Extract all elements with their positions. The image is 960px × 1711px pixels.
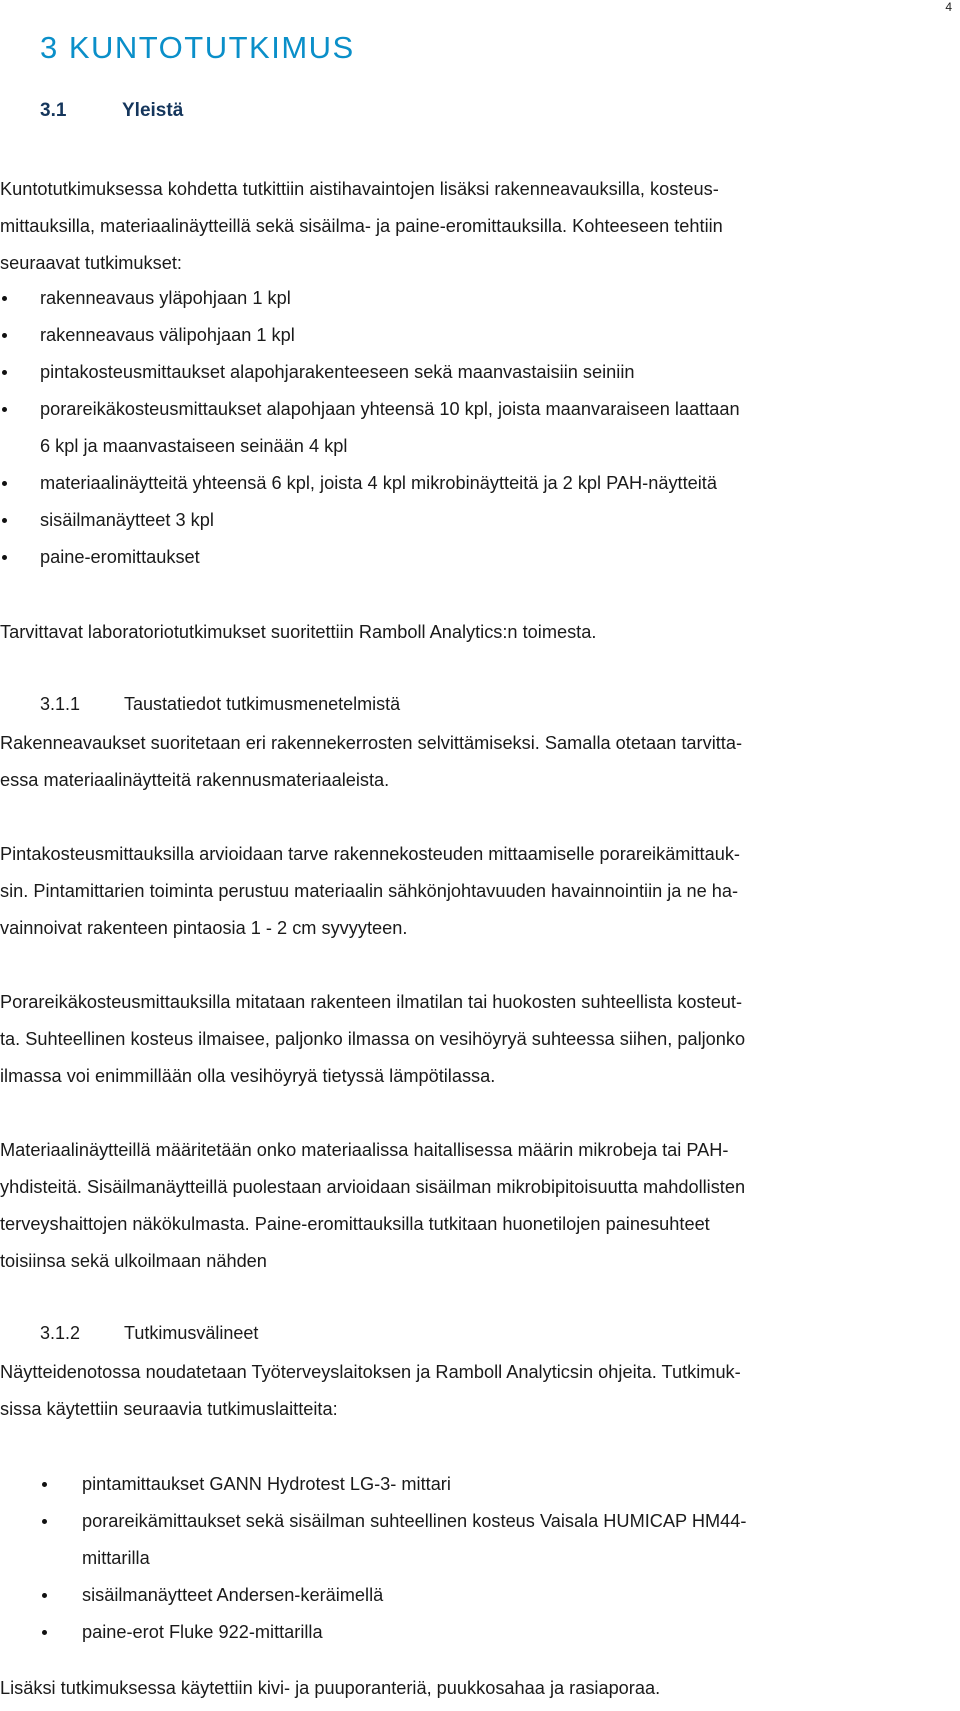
studies-list bbox=[0, 280, 740, 576]
text-line: ilmassa voi enimmillään olla vesihöyryä tietyssä lämpötilassa. bbox=[0, 1066, 496, 1086]
list-item bbox=[0, 1503, 746, 1577]
text-line: mittarilla bbox=[82, 1548, 150, 1568]
text-line: sissa käytettiin seuraavia tutkimuslaitteita: bbox=[0, 1399, 338, 1419]
page-number: 4 bbox=[945, 0, 952, 14]
list-item: paine-eromittaukset bbox=[0, 539, 740, 576]
section-title: Yleistä bbox=[122, 100, 184, 121]
text-line: seuraavat tutkimukset: bbox=[0, 253, 182, 273]
list-item: pintakosteusmittaukset alapohjarakenteeseen sekä maanvastaisiin seiniin bbox=[0, 354, 740, 391]
intro-paragraph bbox=[0, 171, 960, 282]
paragraph-naytteidenotto bbox=[0, 1354, 960, 1428]
text-line: toisiinsa sekä ulkoilmaan nähden bbox=[0, 1251, 267, 1271]
text-line: yhdisteitä. Sisäilmanäytteillä puolestaan arvioidaan sisäilman mikrobipitoisuutta mahdollisten bbox=[0, 1177, 746, 1197]
list-item: paine-erot Fluke 922-mittarilla bbox=[0, 1614, 746, 1651]
list-item: rakenneavaus yläpohjaan 1 kpl bbox=[0, 280, 740, 317]
paragraph-pintakosteus bbox=[0, 836, 960, 947]
text-line: terveyshaittojen näkökulmasta. Paine-eromittauksilla tutkitaan huonetilojen painesuhteet bbox=[0, 1214, 710, 1234]
section-number: 3.1 bbox=[40, 100, 67, 121]
list-item bbox=[0, 391, 740, 465]
chapter-title: 3 KUNTOTUTKIMUS bbox=[40, 30, 355, 65]
text-line: Rakenneavaukset suoritetaan eri rakennekerrosten selvittämiseksi. Samalla otetaan tarvitta- bbox=[0, 733, 743, 753]
text-line: sin. Pintamittarien toiminta perustuu materiaalin sähkönjohtavuuden havainnointiin ja ne ha- bbox=[0, 881, 739, 901]
paragraph-materiaalinaytteet bbox=[0, 1132, 960, 1280]
text-line: Pintakosteusmittauksilla arvioidaan tarve rakennekosteuden mittaamiselle porareikämittauk- bbox=[0, 844, 740, 864]
text-line: Näytteidenotossa noudatetaan Työterveyslaitoksen ja Ramboll Analyticsin ohjeita. Tutkimuk- bbox=[0, 1362, 741, 1382]
text-line: 6 kpl ja maanvastaiseen seinään 4 kpl bbox=[40, 436, 348, 456]
list-item: pintamittaukset GANN Hydrotest LG-3- mittari bbox=[0, 1466, 746, 1503]
paragraph-rakenneavaukset bbox=[0, 725, 960, 799]
subsection-number: 3.1.2 bbox=[40, 1323, 81, 1343]
lab-note bbox=[0, 614, 960, 651]
text-line: vainnoivat rakenteen pintaosia 1 - 2 cm syvyyteen. bbox=[0, 918, 408, 938]
list-item: materiaalinäytteitä yhteensä 6 kpl, joista 4 kpl mikrobinäytteitä ja 2 kpl PAH-näytteitä bbox=[0, 465, 740, 502]
subsection-title: Tutkimusvälineet bbox=[124, 1323, 259, 1343]
text-line: Kuntotutkimuksessa kohdetta tutkittiin aistihavaintojen lisäksi rakenneavauksilla, kosteus- bbox=[0, 179, 719, 199]
subsection-title: Taustatiedot tutkimusmenetelmistä bbox=[124, 694, 401, 714]
subsection-heading-1 bbox=[40, 694, 400, 715]
subsection-heading-2 bbox=[40, 1323, 258, 1344]
text-line: mittauksilla, materiaalinäytteillä sekä sisäilma- ja paine-eromittauksilla. Kohteeseen tehtiin bbox=[0, 216, 723, 236]
text-line: Materiaalinäytteillä määritetään onko materiaalissa haitallisessa määrin mikrobeja tai PAH- bbox=[0, 1140, 729, 1160]
text-line: Tarvittavat laboratoriotutkimukset suoritettiin Ramboll Analytics:n toimesta. bbox=[0, 622, 597, 642]
devices-list bbox=[0, 1466, 746, 1651]
text-line: Lisäksi tutkimuksessa käytettiin kivi- ja puuporanteriä, puukkosahaa ja rasiaporaa. bbox=[0, 1678, 661, 1698]
text-line: porareikäkosteusmittaukset alapohjaan yhteensä 10 kpl, joista maanvaraiseen laattaan bbox=[40, 399, 740, 419]
list-item: sisäilmanäytteet Andersen-keräimellä bbox=[0, 1577, 746, 1614]
text-line: ta. Suhteellinen kosteus ilmaisee, paljonko ilmassa on vesihöyryä suhteessa siihen, paljonko bbox=[0, 1029, 746, 1049]
closing-paragraph bbox=[0, 1670, 960, 1707]
list-item: rakenneavaus välipohjaan 1 kpl bbox=[0, 317, 740, 354]
list-item: sisäilmanäytteet 3 kpl bbox=[0, 502, 740, 539]
subsection-number: 3.1.1 bbox=[40, 694, 81, 714]
text-line: porareikämittaukset sekä sisäilman suhteellinen kosteus Vaisala HUMICAP HM44- bbox=[82, 1511, 747, 1531]
paragraph-porareika bbox=[0, 984, 960, 1095]
text-line: Porareikäkosteusmittauksilla mitataan rakenteen ilmatilan tai huokosten suhteellista kosteut- bbox=[0, 992, 743, 1012]
text-line: essa materiaalinäytteitä rakennusmateriaaleista. bbox=[0, 770, 390, 790]
section-heading bbox=[40, 100, 183, 122]
